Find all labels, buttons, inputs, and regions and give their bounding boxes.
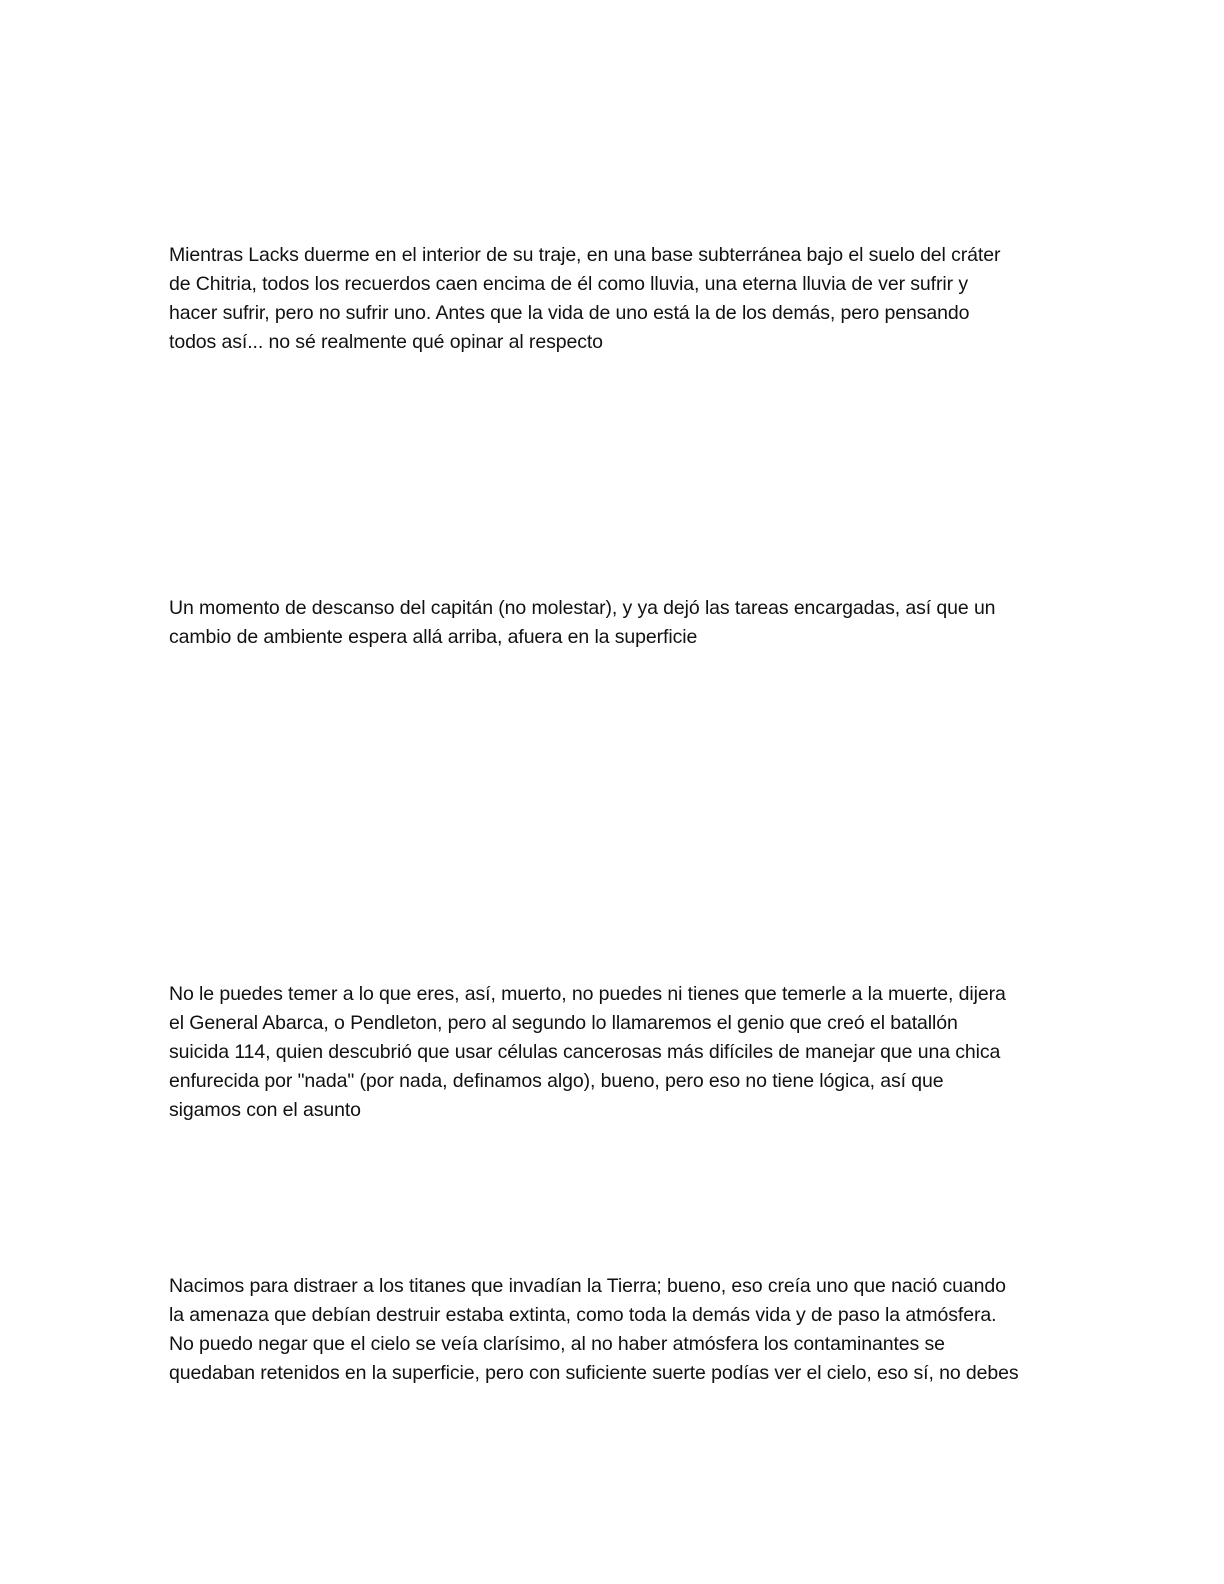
paragraph-line: sigamos con el asunto (169, 1099, 361, 1121)
paragraph-line: hacer sufrir, pero no sufrir uno. Antes que la vida de uno está la de los demás, pero pensando (169, 302, 970, 324)
paragraph-line: todos así... no sé realmente qué opinar al respecto (169, 331, 603, 353)
paragraph-line: cambio de ambiente espera allá arriba, afuera en la superficie (169, 626, 698, 648)
paragraph-line: No puedo negar que el cielo se veía clarísimo, al no haber atmósfera los contaminantes se (169, 1333, 945, 1355)
paragraph-1 (169, 241, 1047, 357)
paragraph-line: Nacimos para distraer a los titanes que invadían la Tierra; bueno, eso creía uno que nació cuando (169, 1275, 1006, 1297)
paragraph-3 (169, 980, 1047, 1125)
paragraph-line: quedaban retenidos en la superficie, pero con suficiente suerte podías ver el cielo, eso sí, no debes (169, 1362, 1019, 1384)
paragraph-line: de Chitria, todos los recuerdos caen encima de él como lluvia, una eterna lluvia de ver sufrir y (169, 273, 968, 295)
paragraph-line: enfurecida por "nada" (por nada, definamos algo), bueno, pero eso no tiene lógica, así que (169, 1070, 944, 1092)
paragraph-line: suicida 114, quien descubrió que usar células cancerosas más difíciles de manejar que una chica (169, 1041, 1001, 1063)
paragraph-line: el General Abarca, o Pendleton, pero al segundo lo llamaremos el genio que creó el batallón (169, 1012, 958, 1034)
paragraph-2 (169, 594, 1047, 652)
paragraph-line: No le puedes temer a lo que eres, así, muerto, no puedes ni tienes que temerle a la muerte, dijera (169, 983, 1006, 1005)
paragraph-4 (169, 1272, 1047, 1388)
paragraph-line: la amenaza que debían destruir estaba extinta, como toda la demás vida y de paso la atmósfera. (169, 1304, 997, 1326)
paragraph-line: Un momento de descanso del capitán (no molestar), y ya dejó las tareas encargadas, así que un (169, 597, 996, 619)
paragraph-line: Mientras Lacks duerme en el interior de su traje, en una base subterránea bajo el suelo del cráter (169, 244, 1001, 266)
